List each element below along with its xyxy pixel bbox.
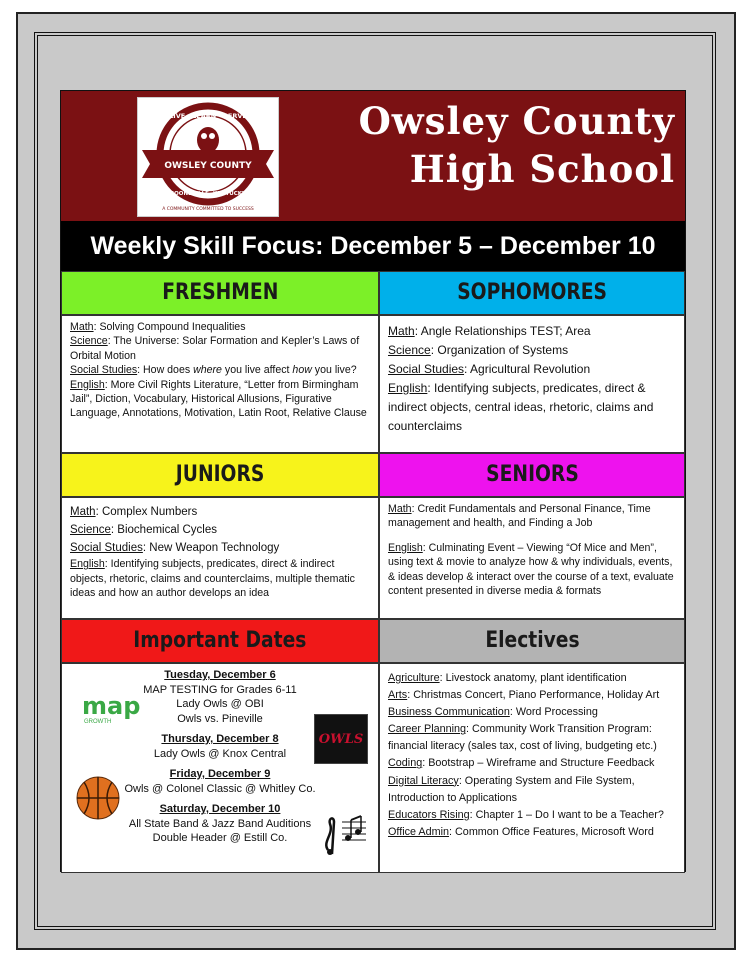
subject-text: : Bootstrap – Wireframe and Structure Feedback [422,757,655,770]
subject-label: Math [388,324,415,338]
subject-label: Educators Rising [388,808,470,821]
event-date: Tuesday, December 6 [164,669,276,681]
subject-label: English [70,378,105,391]
subject-text: : Common Office Features, Microsoft Word [449,825,654,838]
juniors-item [70,521,370,539]
freshmen-heading-text: FRESHMEN [161,280,279,305]
sophomores-item [388,341,676,360]
subject-text: : Community Work Transition Program: financial literacy (sales tax, cost of living, budgeting etc.) [388,723,657,753]
subject-text: : Word Processing [509,706,598,719]
subject-text: you live affect [221,364,293,377]
seniors-item [388,502,676,531]
electives-item [388,704,676,721]
subject-label: Math [70,506,96,518]
subject-text: : Solving Compound Inequalities [93,321,246,333]
school-header [61,91,685,221]
subject-text: : Angle Relationships TEST; Area [414,324,591,338]
electives-item [388,807,676,824]
event-date: Friday, December 9 [169,768,271,780]
subject-label: Social Studies [70,542,143,554]
music-notes-icon [320,812,368,858]
owl-seal-icon [138,98,278,216]
electives-item [388,687,676,704]
map-growth-logo [82,694,146,730]
event-text: MAP TESTING for Grades 6-11 [143,683,297,696]
juniors-item [70,539,370,557]
seniors-heading [379,453,685,497]
weekly-focus-title: Weekly Skill Focus: December 5 – December 10 [61,221,685,271]
subject-text: : Operating System and File System, Introduction to Applications [388,774,635,804]
freshmen-heading [61,271,379,315]
freshmen-item [70,378,370,421]
subject-label: Social Studies [388,362,465,376]
juniors-content [61,497,379,619]
map-logo-sub: GROWTH [84,719,112,725]
event-text: Lady Owls @ OBI [176,698,264,710]
subject-label: Social Studies [70,364,138,377]
subject-label: Office Admin [388,825,450,838]
subject-label: Business Communication [388,706,510,719]
subject-label: Math [70,321,94,333]
subject-label: Science [388,343,431,357]
owls-logo-text: OWLS [318,732,364,747]
event-text: Double Header @ Estill Co. [152,832,288,844]
sophomores-content [379,315,685,453]
subject-text: : Chapter 1 – Do I want to be a Teacher? [469,808,664,821]
juniors-heading-text: JUNIORS [175,462,265,487]
freshmen-item [70,363,370,377]
important-dates-heading [61,619,379,663]
subject-text: : The Universe: Solar Formation and Kepler’s Laws of Orbital Motion [70,335,360,362]
owls-logo [314,714,368,764]
electives-heading-text: Electives [484,628,580,653]
electives-item [388,721,676,755]
subject-label: Science [70,335,108,348]
subject-label: Math [388,503,412,515]
subject-text: : Culminating Event – Viewing “Of Mice and Men”, using text & movie to analyze how & why individuals, events, & ideas develop & interact over the course of a text, evaluate content presented in diverse media & formats [388,541,674,598]
logo-bottom-text: BOONEVILLE, KENTUCKY [169,191,247,197]
freshmen-content [61,315,379,453]
sophomores-item [388,379,676,436]
sophomores-heading [379,271,685,315]
logo-banner-text: OWSLEY COUNTY [164,161,252,171]
event-text: Owls @ Colonel Classic @ Whitley Co. [124,782,316,795]
school-name-line2: High School [409,147,675,191]
electives-item [388,824,676,841]
electives-heading [379,619,685,663]
subject-text: : Credit Fundamentals and Personal Finance, Time management and health, and Finding a Job [388,503,651,530]
juniors-item [70,503,370,521]
sophomores-item [388,360,676,379]
subject-text: : Identifying subjects, predicates, direct & indirect objects, central ideas, rhetoric, claims and counterclaims [388,381,654,433]
juniors-heading [61,453,379,497]
subject-text: : Agricultural Revolution [464,362,591,376]
school-logo [137,97,279,217]
sophomores-item [388,322,676,341]
juniors-item [70,557,370,601]
subject-label: English [388,381,428,395]
school-name [315,97,675,193]
important-dates-heading-text: Important Dates [133,628,307,653]
logo-top-text: LIVE · LEARN · SERVE [169,112,247,120]
emphasis-text: where [193,364,222,377]
subject-text: : Livestock anatomy, plant identification [439,672,627,684]
subject-text: : Organization of Systems [430,343,569,357]
event-date: Thursday, December 8 [161,733,279,745]
electives-item [388,773,676,807]
spacer [388,531,676,541]
school-name-line1: Owsley County [358,99,675,143]
emphasis-text: how [292,364,312,377]
seniors-content [379,497,685,619]
seniors-heading-text: SENIORS [485,462,579,487]
logo-motto-text: A COMMUNITY COMMITTED TO SUCCESS [162,207,254,212]
subject-text: : Biochemical Cycles [110,524,218,536]
subject-text: : How does [137,364,194,377]
subject-text: you live? [311,364,357,377]
subject-label: Career Planning [388,723,467,736]
event-text: Owls vs. Pineville [177,712,263,725]
subject-label: Digital Literacy [388,774,459,787]
subject-label: English [70,558,105,570]
flyer-sheet [60,90,686,872]
freshmen-item [70,334,370,363]
event-text: All State Band & Jazz Band Auditions [128,817,312,830]
seniors-item [388,541,676,599]
subject-text: : Identifying subjects, predicates, direct & indirect objects, rhetoric, claims and counterclaims, multiple thematic ideas and how an author develops an idea [70,558,355,600]
event-date: Saturday, December 10 [159,803,281,815]
electives-item [388,670,676,687]
electives-item [388,755,676,772]
freshmen-item [70,320,370,334]
subject-label: Science [70,524,111,536]
sophomores-heading-text: SOPHOMORES [457,280,607,305]
subject-label: Agriculture [388,672,440,684]
subject-label: English [388,541,423,554]
subject-text: : New Weapon Technology [142,542,280,554]
electives-content [379,663,685,873]
basketball-icon [76,776,120,820]
subject-text: : Complex Numbers [95,506,198,518]
subject-label: Coding [388,757,423,770]
subject-label: Arts [388,689,408,702]
event-text: Lady Owls @ Knox Central [153,747,287,760]
important-dates-content [61,663,379,873]
map-logo-word: map [82,692,141,720]
subject-text: : Christmas Concert, Piano Performance, Holiday Art [407,689,660,702]
subject-text: : More Civil Rights Literature, “Letter from Birmingham Jail”, Diction, Vocabulary, Historical Allusions, Figurative Language, Annotations, Motivation, Latin Root, Relative Clause [70,378,367,420]
